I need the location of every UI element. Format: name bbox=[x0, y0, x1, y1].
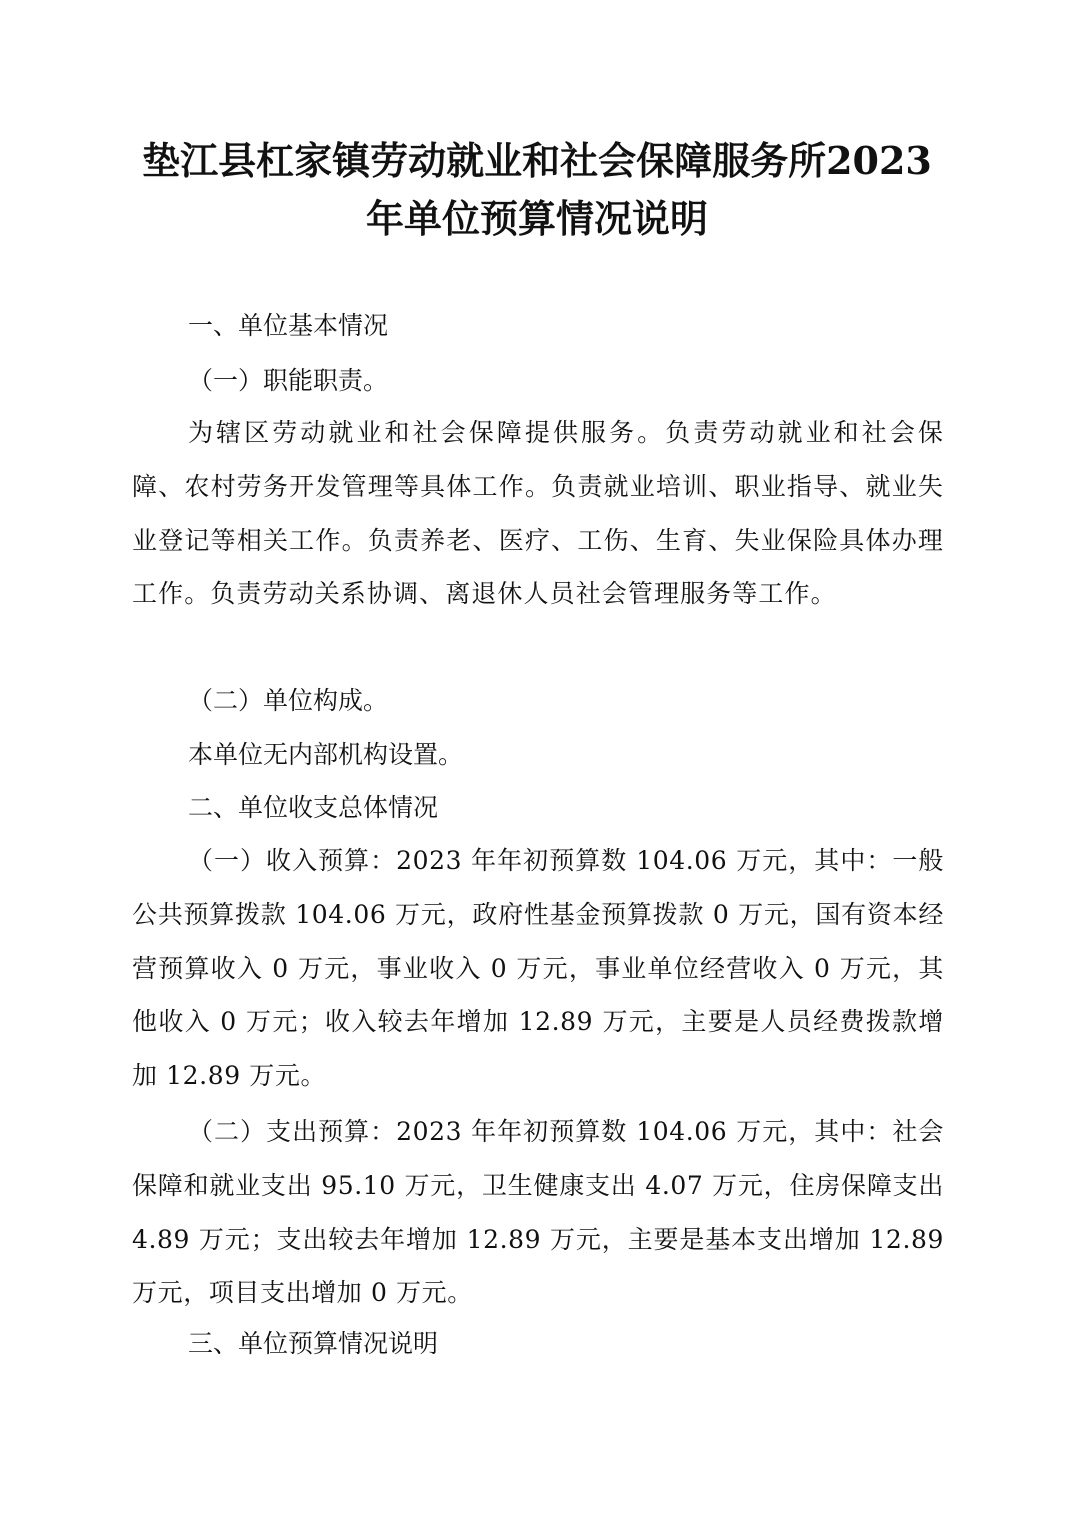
document-title bbox=[120, 132, 954, 248]
section-3-heading: 三、单位预算情况说明 bbox=[188, 1329, 439, 1358]
expense-paragraph: （二）支出预算：2023 年年初预算数 104.06 万元，其中：社会保障和就业支出 95.10 万元，卫生健康支出 4.07 万元，住房保障支出 4.89 万元；支出较去年增加 12.89 万元，主要是基本支出增加 12.89 万元，项目支出增加 0 万元。 bbox=[132, 1117, 944, 1308]
income-paragraph: （一）收入预算：2023 年年初预算数 104.06 万元，其中：一般公共预算拨款 104.06 万元，政府性基金预算拨款 0 万元，国有资本经营预算收入 0 万元，事业收入 0 万元，事业单位经营收入 0 万元，其他收入 0 万元；收入较去年增加 12.89 万元，主要是人员经费拨款增加 12.89 万元。 bbox=[132, 846, 944, 1091]
section-1-heading: 一、单位基本情况 bbox=[188, 311, 389, 340]
section-2-heading: 二、单位收支总体情况 bbox=[188, 793, 439, 822]
composition-paragraph: 本单位无内部机构设置。 bbox=[188, 740, 464, 769]
duties-paragraph: 为辖区劳动就业和社会保障提供服务。负责劳动就业和社会保障、农村劳务开发管理等具体工作。负责就业培训、职业指导、就业失业登记等相关工作。负责养老、医疗、工伤、生育、失业保险具体办理工作。负责劳动关系协调、离退休人员社会管理服务等工作。 bbox=[132, 418, 944, 609]
title-line-2: 年单位预算情况说明 bbox=[365, 196, 708, 241]
section-1-sub-2-heading: （二）单位构成。 bbox=[188, 686, 389, 715]
title-line-1: 垫江县杠家镇劳动就业和社会保障服务所2023 bbox=[142, 138, 932, 183]
section-1-sub-1-heading: （一）职能职责。 bbox=[188, 366, 389, 395]
